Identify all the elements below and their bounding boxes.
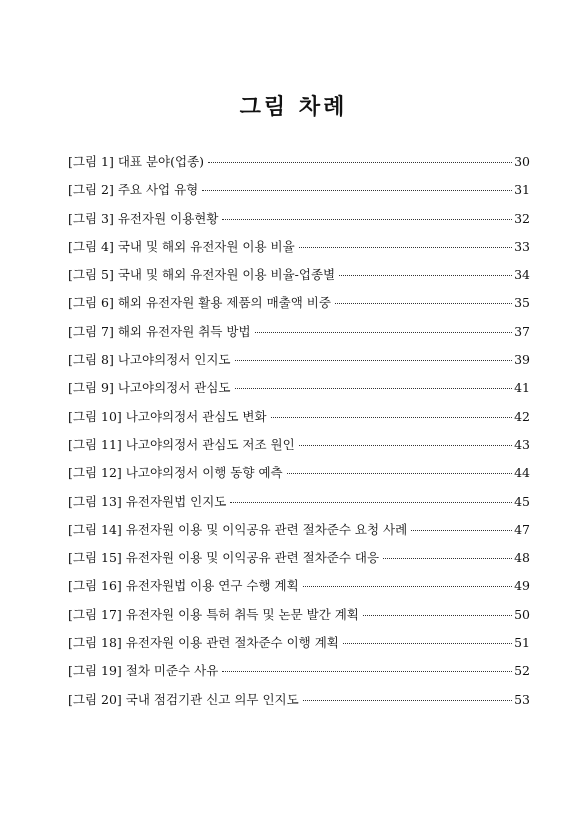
dot-leader bbox=[363, 615, 512, 616]
dot-leader bbox=[287, 473, 512, 474]
figure-title: 유전자원 이용 특허 취득 및 논문 발간 계획 bbox=[125, 606, 359, 622]
figure-label: [그림 1] bbox=[68, 154, 114, 169]
dot-leader bbox=[222, 219, 512, 220]
page-number: 30 bbox=[514, 154, 530, 169]
figure-label: [그림 6] bbox=[68, 295, 114, 311]
toc-entry[interactable] bbox=[68, 661, 530, 689]
figure-label: [그림 13] bbox=[68, 493, 122, 509]
toc-entry[interactable] bbox=[68, 605, 530, 633]
figure-label: [그림 4] bbox=[68, 238, 114, 254]
toc-entry[interactable] bbox=[68, 209, 530, 237]
dot-leader bbox=[335, 303, 512, 304]
dot-leader bbox=[230, 502, 512, 503]
figure-label: [그림 17] bbox=[68, 606, 122, 622]
toc-entry[interactable] bbox=[68, 237, 530, 265]
toc-entry[interactable] bbox=[68, 548, 530, 576]
toc-entry[interactable] bbox=[68, 293, 530, 321]
figure-label: [그림 18] bbox=[68, 635, 122, 651]
dot-leader bbox=[339, 275, 512, 276]
figure-title: 유전자원법 이용 연구 수행 계획 bbox=[125, 578, 299, 594]
page-number: 34 bbox=[514, 267, 530, 283]
table-of-figures bbox=[68, 152, 530, 718]
figure-title: 국내 및 해외 유전자원 이용 비율 bbox=[117, 238, 295, 254]
figure-title: 주요 사업 유형 bbox=[117, 182, 199, 198]
dot-leader bbox=[411, 530, 512, 531]
dot-leader bbox=[222, 671, 512, 672]
page-number: 42 bbox=[514, 408, 530, 424]
toc-entry[interactable] bbox=[68, 180, 530, 208]
figure-title: 유전자원 이용 및 이익공유 관련 절차준수 요청 사례 bbox=[125, 521, 408, 537]
page-number: 39 bbox=[514, 352, 530, 368]
dot-leader bbox=[303, 700, 512, 701]
figure-label: [그림 19] bbox=[68, 663, 122, 679]
figure-title: 유전자원 이용 및 이익공유 관련 절차준수 대응 bbox=[125, 550, 380, 566]
page-number: 52 bbox=[514, 663, 530, 679]
dot-leader bbox=[235, 388, 513, 389]
figure-title: 해외 유전자원 활용 제품의 매출액 비중 bbox=[117, 295, 331, 311]
toc-entry[interactable] bbox=[68, 435, 530, 463]
page-number: 41 bbox=[514, 380, 530, 396]
figure-title: 나고야의정서 관심도 저조 원인 bbox=[125, 436, 295, 452]
toc-entry[interactable] bbox=[68, 690, 530, 718]
page-number: 32 bbox=[514, 210, 530, 226]
toc-entry[interactable] bbox=[68, 378, 530, 406]
page-number: 45 bbox=[514, 493, 530, 509]
figure-label: [그림 7] bbox=[68, 323, 114, 339]
dot-leader bbox=[202, 190, 512, 191]
figure-title: 나고야의정서 관심도 bbox=[117, 380, 231, 396]
figure-label: [그림 8] bbox=[68, 352, 114, 368]
figure-title: 나고야의정서 이행 동향 예측 bbox=[125, 465, 283, 481]
toc-entry[interactable] bbox=[68, 576, 530, 604]
figure-title: 국내 및 해외 유전자원 이용 비율-업종별 bbox=[117, 267, 336, 283]
page-number: 44 bbox=[514, 465, 530, 481]
figure-title: 유전자원 이용 관련 절차준수 이행 계획 bbox=[125, 635, 339, 651]
toc-entry[interactable] bbox=[68, 265, 530, 293]
figure-label: [그림 20] bbox=[68, 691, 122, 707]
figure-title: 나고야의정서 인지도 bbox=[117, 352, 231, 368]
toc-entry[interactable] bbox=[68, 152, 530, 180]
page-number: 53 bbox=[514, 691, 530, 707]
dot-leader bbox=[255, 332, 513, 333]
figure-label: [그림 10] bbox=[68, 408, 122, 424]
dot-leader bbox=[299, 247, 512, 248]
toc-entry[interactable] bbox=[68, 350, 530, 378]
toc-entry[interactable] bbox=[68, 463, 530, 491]
toc-entry[interactable] bbox=[68, 633, 530, 661]
dot-leader bbox=[208, 162, 512, 163]
figure-title: 대표 분야(업종) bbox=[117, 154, 205, 169]
figure-label: [그림 15] bbox=[68, 550, 122, 566]
figure-label: [그림 14] bbox=[68, 521, 122, 537]
figure-label: [그림 5] bbox=[68, 267, 114, 283]
figure-label: [그림 2] bbox=[68, 182, 114, 198]
toc-entry[interactable] bbox=[68, 520, 530, 548]
figure-title: 유전자원 이용현황 bbox=[117, 210, 219, 226]
toc-entry[interactable] bbox=[68, 322, 530, 350]
dot-leader bbox=[271, 417, 513, 418]
figure-title: 유전자원법 인지도 bbox=[125, 493, 227, 509]
figure-title: 국내 점검기관 신고 의무 인지도 bbox=[125, 691, 299, 707]
figure-label: [그림 16] bbox=[68, 578, 122, 594]
toc-entry[interactable] bbox=[68, 492, 530, 520]
page-number: 43 bbox=[514, 436, 530, 452]
page-number: 31 bbox=[514, 182, 530, 198]
page-number: 51 bbox=[514, 635, 530, 651]
page-number: 47 bbox=[514, 521, 530, 537]
page-number: 49 bbox=[514, 578, 530, 594]
figure-title: 절차 미준수 사유 bbox=[125, 663, 219, 679]
figure-title: 나고야의정서 관심도 변화 bbox=[125, 408, 267, 424]
page-number: 37 bbox=[514, 323, 530, 339]
toc-entry[interactable] bbox=[68, 407, 530, 435]
dot-leader bbox=[235, 360, 513, 361]
page-number: 33 bbox=[514, 238, 530, 254]
dot-leader bbox=[299, 445, 512, 446]
figure-label: [그림 9] bbox=[68, 380, 114, 396]
page-number: 35 bbox=[514, 295, 530, 311]
figure-label: [그림 3] bbox=[68, 210, 114, 226]
figure-label: [그림 11] bbox=[68, 436, 122, 452]
figure-label: [그림 12] bbox=[68, 465, 122, 481]
dot-leader bbox=[303, 586, 512, 587]
dot-leader bbox=[383, 558, 512, 559]
page-number: 48 bbox=[514, 550, 530, 566]
figure-title: 해외 유전자원 취득 방법 bbox=[117, 323, 251, 339]
page-title: 그림 차례 bbox=[239, 94, 348, 120]
dot-leader bbox=[343, 643, 512, 644]
page-number: 50 bbox=[514, 606, 530, 622]
